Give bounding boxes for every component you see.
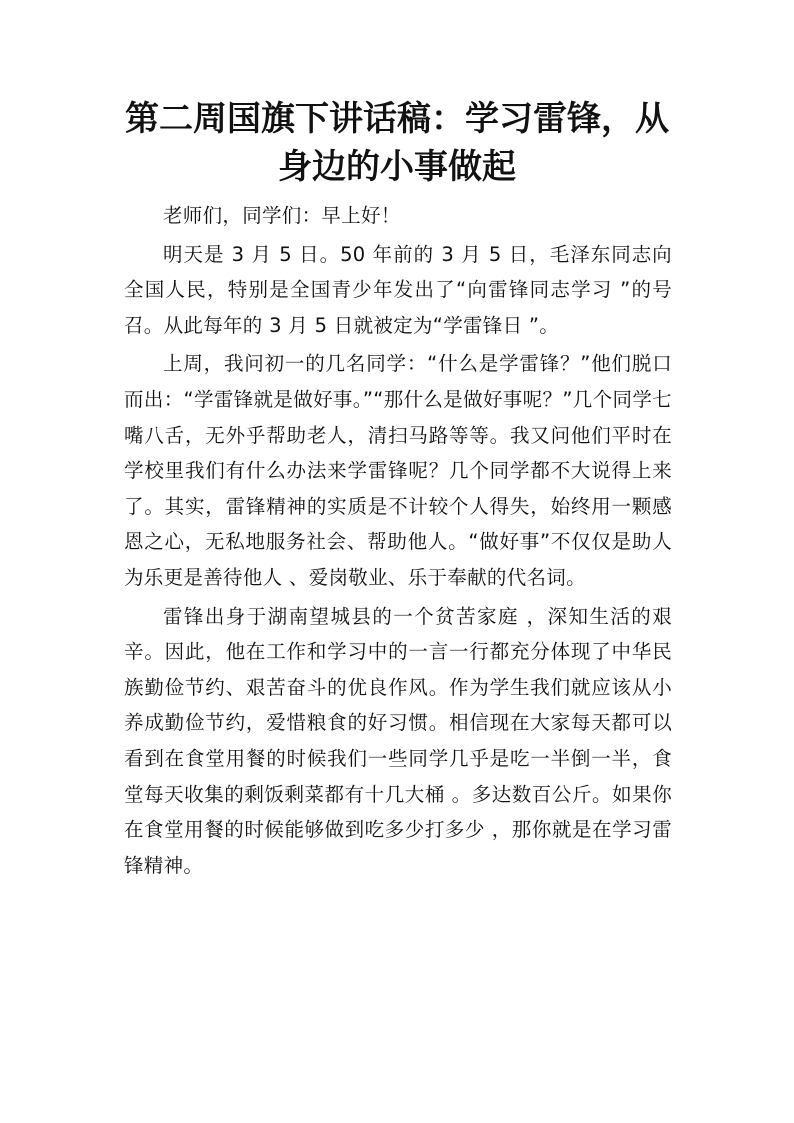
document-title: 第二周国旗下讲话稿：学习雷锋，从身边的小事做起 xyxy=(125,99,669,187)
paragraph-thrift: 雷锋出身于湖南望城县的一个贫苦家庭 ，深知生活的艰辛。因此，他在工作和学习中的一言一行都充分体现了中华民族勤俭节约、艰苦奋斗的优良作风。作为学生我们就应该从小养成勤俭节约，爱惜粮食的好习惯。相信现在大家每天都可以看到在食堂用餐的时候我们一些同学几乎是吃一半倒一半，食堂每天收集的剩饭剩菜都有十几大桶 。多达数百公斤。如果你在食堂用餐的时候能够做到吃多少打多少 ，那你就是在学习雷锋精神。 xyxy=(124,604,672,877)
paragraph-what-is-learning-leifeng: 上周，我问初一的几名同学：“什么是学雷锋？”他们脱口而出：“学雷锋就是做好事。”“那什么是做好事呢？”几个同学七嘴八舌，无外乎帮助老人，清扫马路等等。我又问他们平时在学校里我们有什么办法来学雷锋呢？几个同学都不大说得上来了。其实，雷锋精神的实质是不计较个人得失，始终用一颗感恩之心，无私地服务社会、帮助他人。“做好事”不仅仅是助人为乐更是善待他人 、爱岗敬业、乐于奉献的代名词。 xyxy=(124,352,672,589)
paragraph-march-fifth: 明天是 3 月 5 日。50 年前的 3 月 5 日，毛泽东同志向全国人民，特别是全国青少年发出了“向雷锋同志学习 ”的号召。从此每年的 3 月 5 日就被定为“学雷锋日 ”。 xyxy=(124,242,672,337)
paragraph-greeting: 老师们，同学们：早上好！ xyxy=(163,204,401,227)
document-body xyxy=(124,198,672,886)
